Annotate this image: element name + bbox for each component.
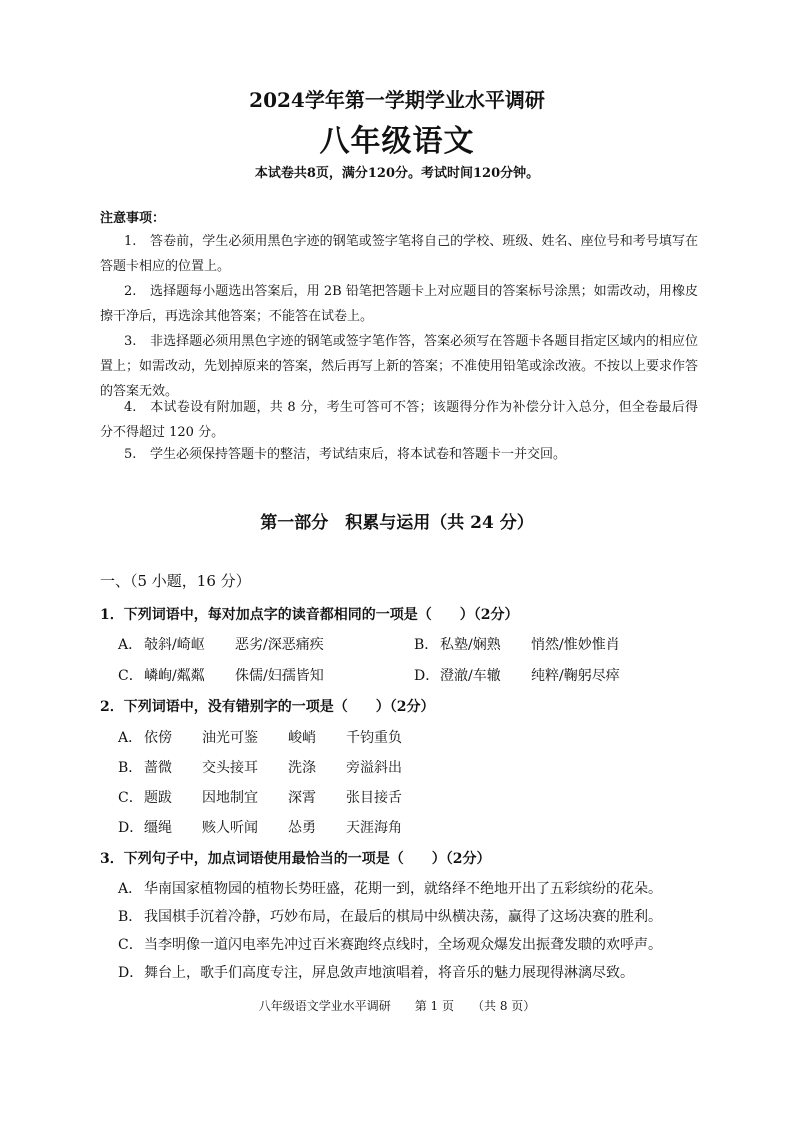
q1-option-word: 私塾/娴熟 — [440, 637, 501, 653]
question-2-stem: 2．下列词语中，没有错别字的一项是（ ）（2分） — [100, 699, 435, 715]
notes-heading: 注意事项： — [100, 211, 166, 226]
note-item: 2. 选择题每小题选出答案后，用 2B 铅笔把答题卡上对应题目的答案标号涂黑；如需改动，用橡皮擦干净后，再选涂其他答案；不能答在试卷上。 — [100, 284, 698, 324]
question-3-stem: 3．下列句子中，加点词语使用最恰当的一项是（ ）（2分） — [100, 851, 491, 867]
q2-option-word: 天涯海角 — [346, 820, 402, 836]
q3-option-label: D． — [118, 965, 144, 981]
q2-option-label: C． — [118, 790, 143, 806]
q1-option-label: A． — [118, 637, 143, 653]
q1-option-word: 悄然/惟妙惟肖 — [531, 637, 620, 653]
part-title: 第一部分 积累与运用（共 24 分） — [260, 513, 534, 533]
q2-option-word: 交头接耳 — [202, 760, 258, 776]
q3-option-text: 华南国家植物园的植物长势旺盛，花期一到，就络绎不绝地开出了五彩缤纷的花朵。 — [144, 881, 662, 897]
q2-option-word: 题跋 — [144, 790, 172, 806]
question-1-stem: 1．下列词语中，每对加点字的读音都相同的一项是（ ）（2分） — [100, 607, 519, 623]
q2-option-word: 怂勇 — [288, 820, 316, 836]
q3-option-text: 当李明像一道闪电率先冲过百米赛跑终点线时，全场观众爆发出振聋发聩的欢呼声。 — [144, 937, 662, 953]
q1-option-label: B． — [414, 637, 439, 653]
q1-option-word: 攲斜/崎岖 — [144, 637, 205, 653]
note-item: 1. 答卷前，学生必须用黑色字迹的钢笔或签字笔将自己的学校、班级、姓名、座位号和考号填写在答题卡相应的位置上。 — [100, 234, 698, 274]
exam-info: 本试卷共8页，满分120分。考试时间120分钟。 — [254, 166, 540, 181]
exam-title: 2024学年第一学期学业水平调研 — [249, 88, 545, 112]
q1-option-label: C． — [118, 668, 143, 684]
q3-option-label: C． — [118, 937, 143, 953]
q2-option-word: 缰绳 — [144, 820, 172, 836]
q2-option-word: 洗涤 — [288, 760, 316, 776]
q2-option-word: 油光可鉴 — [202, 730, 258, 746]
q1-option-label: D． — [414, 668, 440, 684]
q1-option-word: 嶙峋/粼粼 — [144, 668, 205, 684]
q2-option-word: 千钧重负 — [346, 730, 402, 746]
q1-option-word: 澄澈/车辙 — [440, 668, 501, 684]
q2-option-label: B． — [118, 760, 143, 776]
q2-option-word: 依傍 — [144, 730, 172, 746]
q2-option-word: 深霄 — [288, 790, 316, 806]
q1-option-word: 纯粹/鞠躬尽瘁 — [531, 668, 620, 684]
q1-option-word: 侏儒/妇孺皆知 — [235, 668, 324, 684]
section-title: 一、（5 小题，16 分） — [100, 572, 251, 590]
q2-option-word: 张目接舌 — [346, 790, 402, 806]
q2-option-label: D． — [118, 820, 144, 836]
note-item: 5. 学生必须保持答题卡的整洁，考试结束后，将本试卷和答题卡一并交回。 — [124, 447, 567, 462]
q3-option-label: A． — [118, 881, 143, 897]
q2-option-word: 赅人听闻 — [202, 820, 258, 836]
note-item: 3. 非选择题必须用黑色字迹的钢笔或签字笔作答，答案必须写在答题卡各题目指定区域内的相应位置上；如需改动，先划掉原来的答案，然后再写上新的答案；不准使用铅笔或涂改液。不按以上要求作答的答案无效。 — [100, 334, 699, 399]
q2-option-word: 峻峭 — [288, 730, 316, 746]
q2-option-word: 蔷微 — [144, 760, 172, 776]
q2-option-word: 因地制宜 — [202, 790, 258, 806]
q2-option-label: A． — [118, 730, 143, 746]
subject-title: 八年级语文 — [319, 124, 475, 159]
q3-option-text: 舞台上，歌手们高度专注，屏息敛声地演唱着，将音乐的魅力展现得淋漓尽致。 — [144, 965, 634, 981]
page-footer: 八年级语文学业水平调研 第 1 页 （共 8 页） — [258, 999, 536, 1013]
note-item: 4. 本试卷设有附加题，共 8 分，考生可答可不答；该题得分作为补偿分计入总分，但全卷最后得分不得超过 120 分。 — [100, 400, 698, 440]
q3-option-label: B． — [118, 909, 143, 925]
q3-option-text: 我国棋手沉着冷静，巧妙布局，在最后的棋局中纵横决荡，赢得了这场决赛的胜利。 — [144, 909, 662, 925]
q2-option-word: 旁溢斜出 — [346, 760, 402, 776]
q1-option-word: 恶劣/深恶痛疾 — [235, 637, 324, 653]
